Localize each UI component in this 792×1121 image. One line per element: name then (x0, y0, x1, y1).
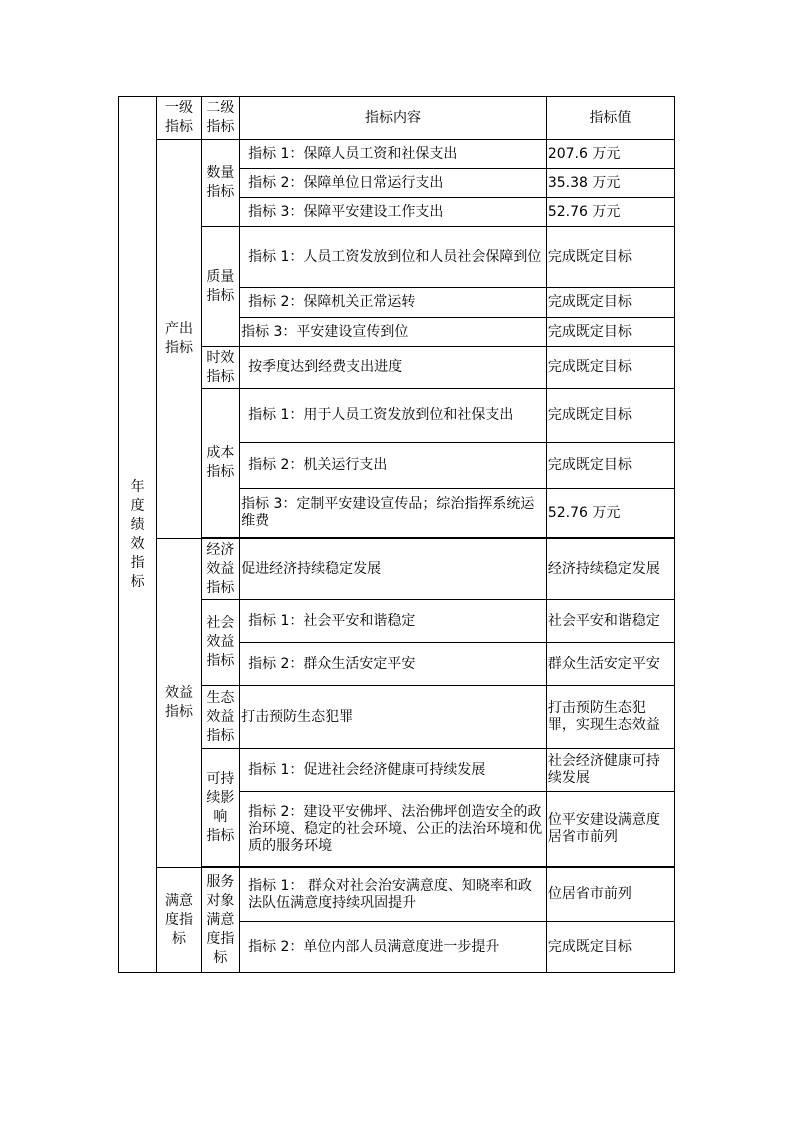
table-row (119, 227, 675, 288)
satisfaction-label: 满意 度指 标 (157, 868, 201, 973)
quantity-content-2: 指标 2：保障单位日常运行支出 (240, 169, 547, 198)
header-row (119, 97, 675, 140)
category-label: 年度绩效指标 (130, 478, 145, 590)
cost-value-3: 52.76 万元 (546, 489, 674, 538)
table-row (119, 749, 675, 792)
social-content-2: 指标 2：群众生活安定平安 (240, 643, 547, 686)
table-row (119, 140, 675, 169)
quantity-content-3: 指标 3：保障平安建设工作支出 (240, 198, 547, 227)
cost-content-3: 指标 3：定制平安建设宣传品；综治指挥系统运维费 (240, 489, 547, 538)
service-value-1: 位居省市前列 (546, 868, 674, 922)
sustainable-content-2: 指标 2：建设平安佛坪、法治佛坪创造安全的政治环境、稳定的社会环境、公正的法治环境和优质的服务环境 (240, 792, 547, 867)
table-row (119, 686, 675, 749)
ecological-content-1: 打击预防生态犯罪 (240, 686, 547, 749)
output-label: 产出 指标 (157, 140, 201, 539)
table-row (119, 868, 675, 922)
economic-value-1: 经济持续稳定发展 (546, 539, 674, 600)
timeliness-content-1: 按季度达到经费支出进度 (240, 347, 547, 389)
header-level1: 一级 指标 (157, 97, 201, 140)
header-value: 指标值 (546, 97, 674, 140)
economic-content-1: 促进经济持续稳定发展 (240, 539, 547, 600)
header-content: 指标内容 (240, 97, 547, 140)
table-row (119, 347, 675, 389)
category-cell (119, 97, 157, 973)
cost-label: 成本 指标 (201, 389, 239, 538)
cost-content-2: 指标 2：机关运行支出 (240, 443, 547, 489)
ecological-label: 生态 效益 指标 (201, 686, 239, 749)
quality-value-1: 完成既定目标 (546, 227, 674, 288)
quantity-value-3: 52.76 万元 (546, 198, 674, 227)
social-value-1: 社会平安和谐稳定 (546, 600, 674, 643)
quantity-value-1: 207.6 万元 (546, 140, 674, 169)
quality-content-1: 指标 1：人员工资发放到位和人员社会保障到位 (240, 227, 547, 288)
quantity-value-2: 35.38 万元 (546, 169, 674, 198)
service-content-2: 指标 2：单位内部人员满意度进一步提升 (240, 922, 547, 973)
benefit-label: 效益 指标 (157, 539, 201, 868)
table-row (119, 539, 675, 600)
quality-label: 质量 指标 (201, 227, 239, 347)
cost-value-1: 完成既定目标 (546, 389, 674, 443)
quantity-content-1: 指标 1：保障人员工资和社保支出 (240, 140, 547, 169)
sustainable-value-2: 位平安建设满意度居省市前列 (546, 792, 674, 867)
sustainable-content-1: 指标 1：促进社会经济健康可持续发展 (240, 749, 547, 792)
quantity-label: 数量 指标 (201, 140, 239, 227)
sustainable-value-1: 社会经济健康可持续发展 (546, 749, 674, 792)
service-content-1: 指标 1： 群众对社会治安满意度、知晓率和政法队伍满意度持续巩固提升 (240, 868, 547, 922)
sustainable-label: 可持 续影 响 指标 (201, 749, 239, 867)
service-value-2: 完成既定目标 (546, 922, 674, 973)
quality-value-2: 完成既定目标 (546, 288, 674, 318)
economic-label: 经济 效益 指标 (201, 539, 239, 600)
cost-content-1: 指标 1：用于人员工资发放到位和社保支出 (240, 389, 547, 443)
service-label: 服务 对象 满意 度指 标 (201, 868, 239, 973)
social-value-2: 群众生活安定平安 (546, 643, 674, 686)
quality-value-3: 完成既定目标 (546, 318, 674, 347)
timeliness-label: 时效 指标 (201, 347, 239, 389)
social-label: 社会 效益 指标 (201, 600, 239, 686)
performance-indicator-table (118, 96, 675, 973)
social-content-1: 指标 1：社会平安和谐稳定 (240, 600, 547, 643)
quality-content-2: 指标 2：保障机关正常运转 (240, 288, 547, 318)
quality-content-3: 指标 3：平安建设宣传到位 (240, 318, 547, 347)
table-row (119, 389, 675, 443)
table-row (119, 600, 675, 643)
header-level2: 二级 指标 (201, 97, 239, 140)
cost-value-2: 完成既定目标 (546, 443, 674, 489)
ecological-value-1: 打击预防生态犯罪，实现生态效益 (546, 686, 674, 749)
timeliness-value-1: 完成既定目标 (546, 347, 674, 389)
